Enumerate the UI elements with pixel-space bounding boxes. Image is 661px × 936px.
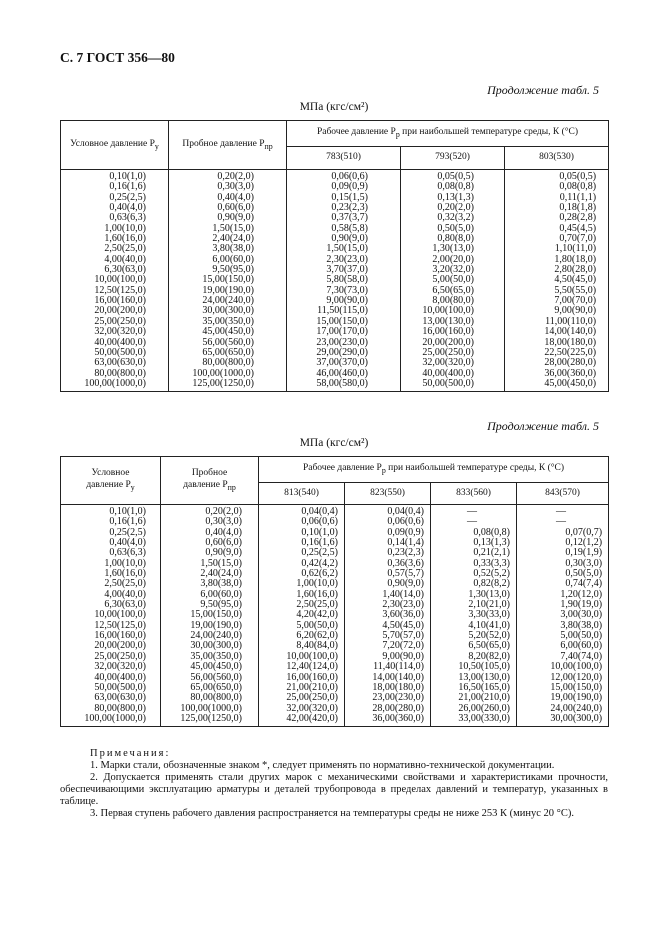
table-cell: 0,37(3,7) (287, 213, 401, 223)
table-cell: 0,09(0,9) (345, 528, 431, 538)
col-working-pressure-group: Рабочее давление $P_р$ при наибольшей температуре среды, К (°С) (287, 121, 609, 147)
table-cell: 0,63(6,3) (61, 213, 169, 223)
table-cell: 9,00(90,0) (345, 652, 431, 662)
table-cell: 45,00(450,0) (161, 662, 259, 672)
table-cell: 3,60(36,0) (345, 610, 431, 620)
table-cell: 10,50(105,0) (431, 662, 517, 672)
table-cell: 23,00(230,0) (345, 693, 431, 703)
table-cell: 16,00(160,0) (259, 673, 345, 683)
table-cell: 0,90(9,0) (345, 579, 431, 589)
table-cell: 6,00(60,0) (517, 641, 609, 651)
table-cell: 29,00(290,0) (287, 348, 401, 358)
table-cell: 0,30(3,0) (169, 182, 287, 192)
table-units: МПа (кгс/см²) (299, 437, 369, 449)
table-cell: 80,00(800,0) (161, 693, 259, 703)
table-cell: 14,00(140,0) (345, 673, 431, 683)
table-cell: 0,10(1,0) (61, 170, 169, 183)
table-cell: 40,00(400,0) (61, 338, 169, 348)
table-cell: 42,00(420,0) (259, 714, 345, 727)
table-cell: 8,40(84,0) (259, 641, 345, 651)
table-cell: 65,00(650,0) (161, 683, 259, 693)
table-cell: 0,25(2,5) (61, 193, 169, 203)
table-cell: 2,40(24,0) (161, 569, 259, 579)
table-cell: 4,00(40,0) (61, 255, 169, 265)
table-cell: 0,19(1,9) (517, 548, 609, 558)
table-cell: 10,00(100,0) (61, 275, 169, 285)
table-cell: 100,00(1000,0) (61, 714, 161, 727)
table-cell: 13,00(130,0) (401, 317, 505, 327)
table-cell: 2,10(21,0) (431, 600, 517, 610)
table-cell: 2,50(25,0) (61, 579, 161, 589)
table-cell: 0,21(2,1) (431, 548, 517, 558)
table-cell: 20,00(200,0) (401, 338, 505, 348)
table-cell: 0,18(1,8) (505, 203, 609, 213)
table-cell: 3,70(37,0) (287, 265, 401, 275)
table-cell: 5,00(50,0) (401, 275, 505, 285)
table-cell: 37,00(370,0) (287, 358, 401, 368)
table-cell: 0,16(1,6) (259, 538, 345, 548)
notes-section (60, 748, 608, 820)
table-cell: 0,45(4,5) (505, 224, 609, 234)
table-cell: 1,50(15,0) (287, 244, 401, 254)
table-cell: 63,00(630,0) (61, 358, 169, 368)
table-units: МПа (кгс/см²) (299, 101, 369, 113)
table-cell: 0,07(0,7) (517, 528, 609, 538)
table-cell: 19,00(190,0) (517, 693, 609, 703)
table-cell: 16,00(160,0) (401, 327, 505, 337)
table-cell: 3,80(38,0) (517, 621, 609, 631)
table-cell: 25,00(250,0) (401, 348, 505, 358)
table-cell: 6,20(62,0) (259, 631, 345, 641)
table-cell: 22,50(225,0) (505, 348, 609, 358)
table-cell: 0,11(1,1) (505, 193, 609, 203)
table-continuation-label: Продолжение табл. 5 (487, 83, 599, 97)
table-cell: 32,00(320,0) (259, 704, 345, 714)
table-cell: 5,00(50,0) (517, 631, 609, 641)
table-cell: 65,00(650,0) (169, 348, 287, 358)
table-cell: 0,20(2,0) (169, 170, 287, 183)
table-cell: 13,00(130,0) (431, 673, 517, 683)
table-cell: 1,50(15,0) (161, 559, 259, 569)
table-row (61, 662, 609, 672)
table-cell: 0,15(1,5) (287, 193, 401, 203)
table-cell: 0,23(2,3) (345, 548, 431, 558)
table-cell: 4,50(45,0) (345, 621, 431, 631)
table-cell: 6,50(65,0) (431, 641, 517, 651)
col-temp: 823(550) (345, 483, 431, 505)
table-cell: 0,50(5,0) (401, 224, 505, 234)
table-cell: 17,00(170,0) (287, 327, 401, 337)
pressure-table-1 (60, 120, 609, 392)
table-cell: 10,00(100,0) (259, 652, 345, 662)
table-cell: 21,00(210,0) (259, 683, 345, 693)
table-cell: 0,30(3,0) (517, 559, 609, 569)
table-cell: 0,36(3,6) (345, 559, 431, 569)
table-cell: 5,70(57,0) (345, 631, 431, 641)
col-temp: 783(510) (287, 147, 401, 170)
table-continuation-label: Продолжение табл. 5 (487, 419, 599, 433)
table-cell: 1,50(15,0) (169, 224, 287, 234)
table-cell: 1,00(10,0) (259, 579, 345, 589)
table-cell: 7,00(70,0) (505, 296, 609, 306)
table-body (61, 505, 609, 727)
table-cell: 0,57(5,7) (345, 569, 431, 579)
notes-title: Примечания: (90, 748, 171, 759)
table-cell: 0,28(2,8) (505, 213, 609, 223)
table-cell: 6,30(63,0) (61, 600, 161, 610)
table-cell: 80,00(800,0) (61, 369, 169, 379)
table-cell: 25,00(250,0) (61, 652, 161, 662)
table-cell: 9,00(90,0) (505, 306, 609, 316)
table-cell: 23,00(230,0) (287, 338, 401, 348)
table-cell: 125,00(1250,0) (161, 714, 259, 727)
table-cell: 1,30(13,0) (401, 244, 505, 254)
table-cell: 3,20(32,0) (401, 265, 505, 275)
table-cell: 58,00(580,0) (287, 379, 401, 392)
table-cell: 0,25(2,5) (259, 548, 345, 558)
col-test-pressure: Пробное давление $P_{пр}$ (161, 457, 259, 505)
table-cell: 45,00(450,0) (169, 327, 287, 337)
table-cell: 50,00(500,0) (61, 683, 161, 693)
table-cell: 30,00(300,0) (517, 714, 609, 727)
table-cell: 1,60(16,0) (61, 234, 169, 244)
col-test-pressure: Пробное давление $P_{пр}$ (169, 121, 287, 170)
table-cell: 6,00(60,0) (161, 590, 259, 600)
table-cell: 2,30(23,0) (345, 600, 431, 610)
table-cell: 0,08(0,8) (401, 182, 505, 192)
table-cell: 7,20(72,0) (345, 641, 431, 651)
table-cell: 0,58(5,8) (287, 224, 401, 234)
table-cell: 2,00(20,0) (401, 255, 505, 265)
table-cell: 18,00(180,0) (505, 338, 609, 348)
col-temp: 803(530) (505, 147, 609, 170)
col-nominal-pressure: Условное давление $P_y$ (61, 121, 169, 170)
table-cell: 0,90(9,0) (287, 234, 401, 244)
table-row (61, 379, 609, 392)
table-cell: 18,00(180,0) (345, 683, 431, 693)
table-cell: 8,20(82,0) (431, 652, 517, 662)
table-cell: 0,13(1,3) (431, 538, 517, 548)
col-nominal-pressure: Условное давление $P_y$ (61, 457, 161, 505)
table-cell: 40,00(400,0) (401, 369, 505, 379)
table-cell: 1,40(14,0) (345, 590, 431, 600)
table-cell: 12,40(124,0) (259, 662, 345, 672)
col-working-pressure-group: Рабочее давление $P_р$ при наибольшей температуре среды, К (°С) (259, 457, 609, 483)
table-cell: 16,00(160,0) (61, 296, 169, 306)
table-cell: 0,40(4,0) (61, 203, 169, 213)
table-cell: 100,00(1000,0) (61, 379, 169, 392)
table-cell: 0,12(1,2) (517, 538, 609, 548)
table-cell: 0,42(4,2) (259, 559, 345, 569)
table-cell: 4,50(45,0) (505, 275, 609, 285)
table-cell: 2,50(25,0) (259, 600, 345, 610)
table-cell: 16,50(165,0) (431, 683, 517, 693)
table-cell: 15,00(150,0) (287, 317, 401, 327)
table-cell: 0,04(0,4) (345, 505, 431, 518)
table-cell: 6,00(60,0) (169, 255, 287, 265)
table-cell: 0,33(3,3) (431, 559, 517, 569)
table-cell: 0,04(0,4) (259, 505, 345, 518)
table-cell: 7,30(73,0) (287, 286, 401, 296)
table-cell: 4,00(40,0) (61, 590, 161, 600)
table-cell: 45,00(450,0) (505, 379, 609, 392)
table-cell: 15,00(150,0) (169, 275, 287, 285)
table-cell: 0,05(0,5) (401, 170, 505, 183)
table-cell: 19,00(190,0) (161, 621, 259, 631)
table-cell: 2,50(25,0) (61, 244, 169, 254)
table-cell: 6,50(65,0) (401, 286, 505, 296)
table-cell: 30,00(300,0) (161, 641, 259, 651)
table-cell: 7,40(74,0) (517, 652, 609, 662)
col-temp: 833(560) (431, 483, 517, 505)
table-cell: 1,90(19,0) (517, 600, 609, 610)
note-item: 1. Марки стали, обозначенные знаком *, следует применять по нормативно-технической документации. (90, 760, 555, 771)
col-temp: 843(570) (517, 483, 609, 505)
table-cell: 2,30(23,0) (287, 255, 401, 265)
table-cell: 35,00(350,0) (161, 652, 259, 662)
table-row (61, 358, 609, 368)
table-cell: 0,06(0,6) (259, 517, 345, 527)
table-cell: 0,06(0,6) (345, 517, 431, 527)
table-cell: 10,00(100,0) (517, 662, 609, 672)
table-cell: 0,16(1,6) (61, 517, 161, 527)
table-cell: 56,00(560,0) (169, 338, 287, 348)
table-cell: 30,00(300,0) (169, 306, 287, 316)
table-cell: 12,00(120,0) (517, 673, 609, 683)
table-cell: 1,20(12,0) (517, 590, 609, 600)
table-cell: 21,00(210,0) (431, 693, 517, 703)
table-cell: 16,00(160,0) (61, 631, 161, 641)
table-row (61, 327, 609, 337)
table-cell: — (517, 505, 609, 518)
table-cell: 1,60(16,0) (259, 590, 345, 600)
table-cell: — (517, 517, 609, 527)
table-cell: 0,10(1,0) (259, 528, 345, 538)
table-cell: 2,40(24,0) (169, 234, 287, 244)
table-cell: 63,00(630,0) (61, 693, 161, 703)
table-cell: 0,09(0,9) (287, 182, 401, 192)
table-cell: 1,30(13,0) (431, 590, 517, 600)
table-cell: 32,00(320,0) (401, 358, 505, 368)
table-cell: 35,00(350,0) (169, 317, 287, 327)
table-cell: 46,00(460,0) (287, 369, 401, 379)
table-cell: 0,05(0,5) (505, 170, 609, 183)
table-cell: 5,50(55,0) (505, 286, 609, 296)
note-item: 2. Допускается применять стали других марок с механическими свойствами и характеристиками прочности, обеспечивающими эксплуатацию арматуры и деталей трубопровода в пределах давлений и температур, указанных в таблице. (60, 772, 608, 807)
table-cell: 0,82(8,2) (431, 579, 517, 589)
table-cell: 36,00(360,0) (505, 369, 609, 379)
table-cell: 28,00(280,0) (345, 704, 431, 714)
table-cell: 0,70(7,0) (505, 234, 609, 244)
table-cell: 0,90(9,0) (169, 213, 287, 223)
table-cell: 5,00(50,0) (259, 621, 345, 631)
table-row (61, 693, 609, 703)
table-cell: 0,74(7,4) (517, 579, 609, 589)
table-cell: 1,60(16,0) (61, 569, 161, 579)
table-cell: 3,80(38,0) (169, 244, 287, 254)
table-cell: 0,06(0,6) (287, 170, 401, 183)
table-cell: 50,00(500,0) (61, 348, 169, 358)
table-cell: 14,00(140,0) (505, 327, 609, 337)
table-row (61, 714, 609, 727)
table-cell: 24,00(240,0) (161, 631, 259, 641)
note-item: 3. Первая ступень рабочего давления распространяется на температуры среды не ниже 253 К (минус 20 °С). (90, 808, 574, 819)
table-cell: 80,00(800,0) (61, 704, 161, 714)
table-cell: 100,00(1000,0) (169, 369, 287, 379)
table-cell: — (431, 517, 517, 527)
table-cell: 9,50(95,0) (161, 600, 259, 610)
table-cell: 26,00(260,0) (431, 704, 517, 714)
table-cell: 36,00(360,0) (345, 714, 431, 727)
table-cell: 28,00(280,0) (505, 358, 609, 368)
table-cell: 8,00(80,0) (401, 296, 505, 306)
table-cell: 3,80(38,0) (161, 579, 259, 589)
table-cell: 10,00(100,0) (401, 306, 505, 316)
table-cell: 0,62(6,2) (259, 569, 345, 579)
table-cell: 24,00(240,0) (169, 296, 287, 306)
table-cell: 9,50(95,0) (169, 265, 287, 275)
table-cell: 5,20(52,0) (431, 631, 517, 641)
table-cell: 9,00(90,0) (287, 296, 401, 306)
table-cell: 25,00(250,0) (61, 317, 169, 327)
table-cell: 0,52(5,2) (431, 569, 517, 579)
table-cell: 0,32(3,2) (401, 213, 505, 223)
table-cell: 1,00(10,0) (61, 224, 169, 234)
table-cell: 0,40(4,0) (61, 538, 161, 548)
table-cell: 20,00(200,0) (61, 641, 161, 651)
table-cell: 0,10(1,0) (61, 505, 161, 518)
table-cell: 3,00(30,0) (517, 610, 609, 620)
table-cell: 0,80(8,0) (401, 234, 505, 244)
table-cell: 0,63(6,3) (61, 548, 161, 558)
table-cell: 100,00(1000,0) (161, 704, 259, 714)
table-cell: 1,80(18,0) (505, 255, 609, 265)
table-cell: 56,00(560,0) (161, 673, 259, 683)
table-cell: 12,50(125,0) (61, 621, 161, 631)
page-header: С. 7 ГОСТ 356—80 (60, 50, 175, 65)
table-cell: 10,00(100,0) (61, 610, 161, 620)
pressure-table-2 (60, 456, 609, 727)
table-cell: 1,10(11,0) (505, 244, 609, 254)
table-cell: 6,30(63,0) (61, 265, 169, 275)
table-cell: 0,40(4,0) (169, 193, 287, 203)
table-cell: 125,00(1250,0) (169, 379, 287, 392)
table-cell: 0,20(2,0) (161, 505, 259, 518)
table-cell: 0,14(1,4) (345, 538, 431, 548)
table-cell: 50,00(500,0) (401, 379, 505, 392)
table-cell: 11,50(115,0) (287, 306, 401, 316)
table-cell: 0,30(3,0) (161, 517, 259, 527)
table-cell: 32,00(320,0) (61, 327, 169, 337)
table-cell: 0,23(2,3) (287, 203, 401, 213)
table-cell: — (431, 505, 517, 518)
table-body (61, 170, 609, 392)
table-cell: 24,00(240,0) (517, 704, 609, 714)
table-cell: 0,08(0,8) (505, 182, 609, 192)
table-cell: 0,40(4,0) (161, 528, 259, 538)
table-cell: 15,00(150,0) (517, 683, 609, 693)
table-cell: 0,08(0,8) (431, 528, 517, 538)
table-cell: 15,00(150,0) (161, 610, 259, 620)
table-cell: 0,20(2,0) (401, 203, 505, 213)
table-cell: 20,00(200,0) (61, 306, 169, 316)
table-cell: 11,00(110,0) (505, 317, 609, 327)
table-cell: 0,13(1,3) (401, 193, 505, 203)
table-cell: 33,00(330,0) (431, 714, 517, 727)
table-cell: 25,00(250,0) (259, 693, 345, 703)
table-cell: 1,00(10,0) (61, 559, 161, 569)
col-temp: 793(520) (401, 147, 505, 170)
table-cell: 0,60(6,0) (169, 203, 287, 213)
table-cell: 32,00(320,0) (61, 662, 161, 672)
table-cell: 12,50(125,0) (61, 286, 169, 296)
table-cell: 19,00(190,0) (169, 286, 287, 296)
table-cell: 5,80(58,0) (287, 275, 401, 285)
table-cell: 0,50(5,0) (517, 569, 609, 579)
table-cell: 4,10(41,0) (431, 621, 517, 631)
table-cell: 0,16(1,6) (61, 182, 169, 192)
table-cell: 0,25(2,5) (61, 528, 161, 538)
table-cell: 4,20(42,0) (259, 610, 345, 620)
table-cell: 80,00(800,0) (169, 358, 287, 368)
col-temp: 813(540) (259, 483, 345, 505)
table-cell: 0,90(9,0) (161, 548, 259, 558)
table-cell: 3,30(33,0) (431, 610, 517, 620)
table-cell: 40,00(400,0) (61, 673, 161, 683)
table-cell: 11,40(114,0) (345, 662, 431, 672)
table-cell: 2,80(28,0) (505, 265, 609, 275)
table-cell: 0,60(6,0) (161, 538, 259, 548)
